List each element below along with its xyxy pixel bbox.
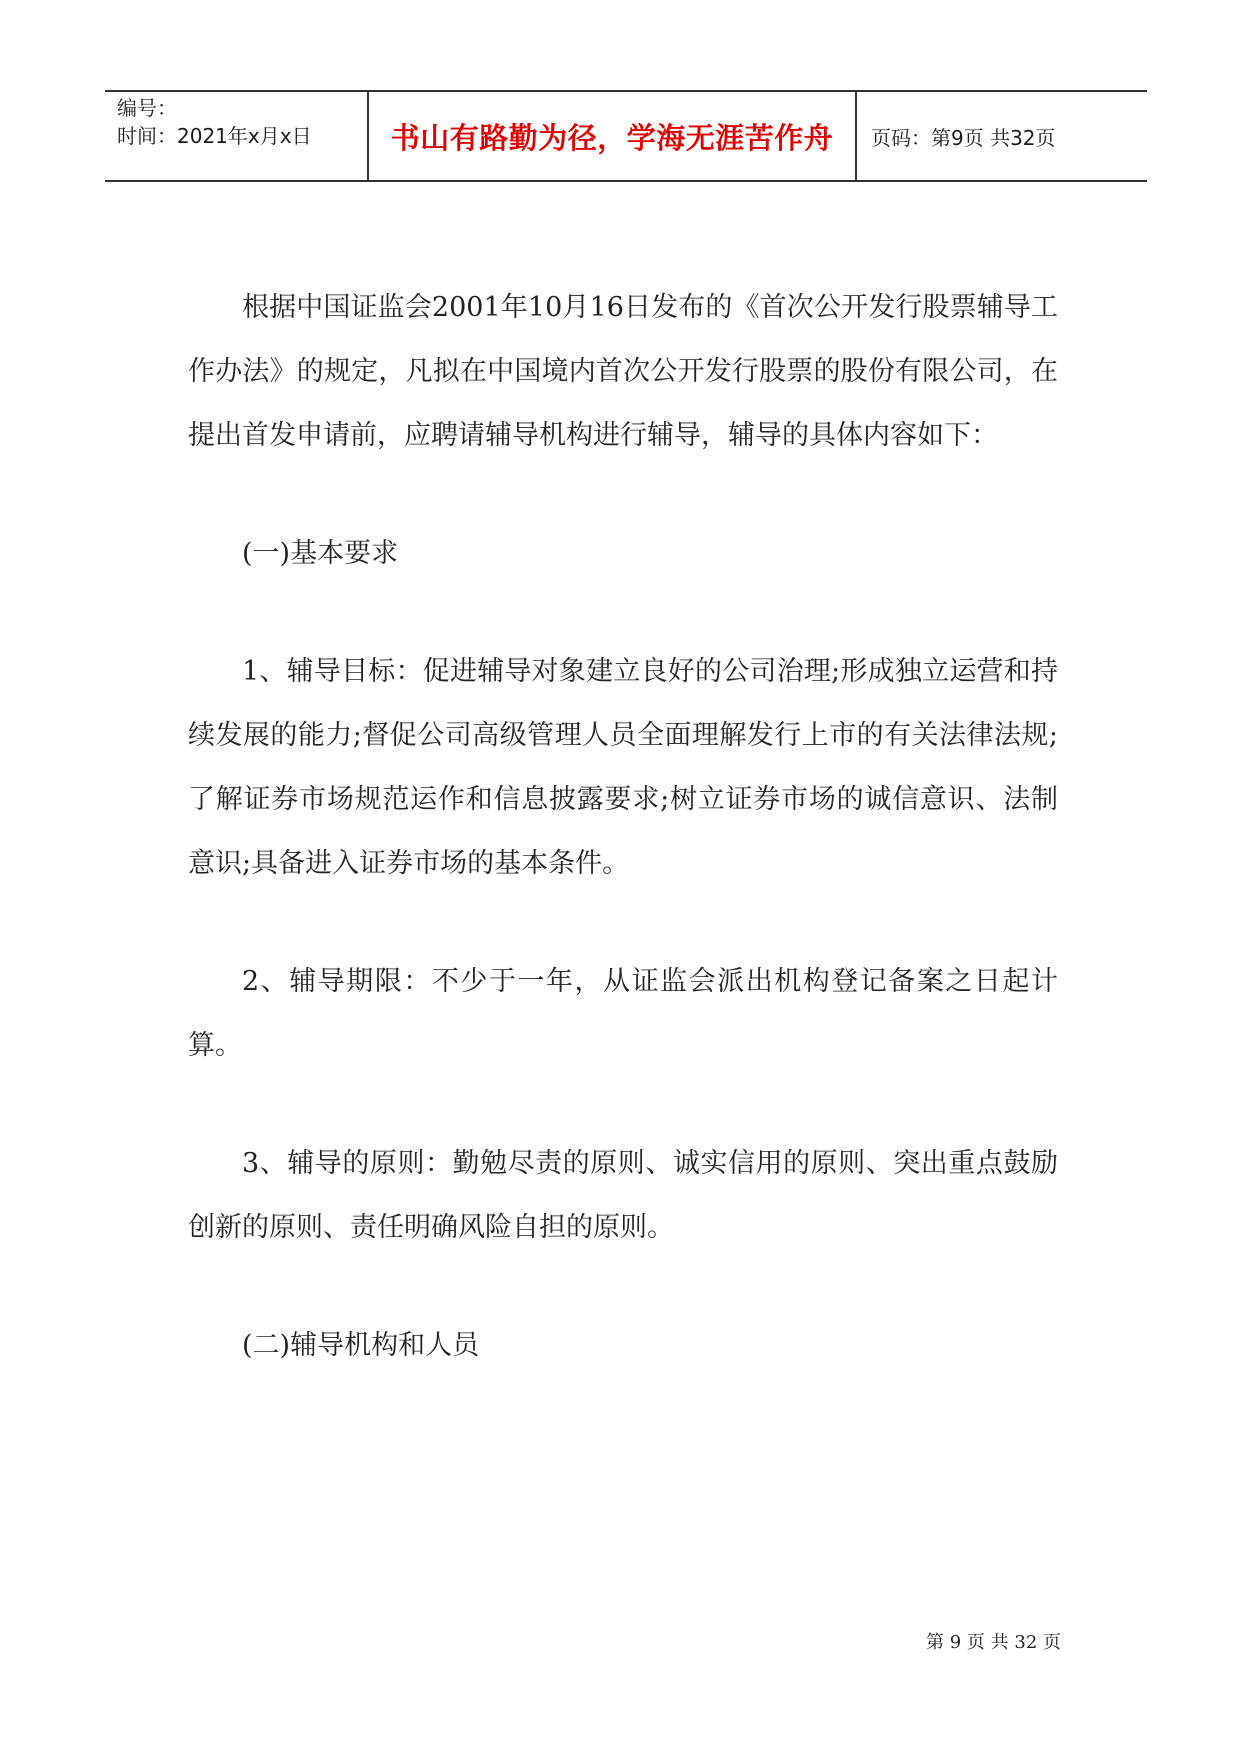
- item-coaching-principles: 3、辅导的原则：勤勉尽责的原则、诚实信用的原则、突出重点鼓励创新的原则、责任明确风险自担的原则。: [188, 1148, 1058, 1243]
- spacer: [188, 1260, 1058, 1314]
- section-heading-basic-requirements: (一)基本要求: [242, 538, 399, 569]
- header-page-cell: [857, 92, 1147, 180]
- intro-paragraph: 根据中国证监会2001年10月16日发布的《首次公开发行股票辅导工作办法》的规定，凡拟在中国境内首次公开发行股票的股份有限公司，在提出首发申请前，应聘请辅导机构进行辅导，辅导的具体内容如下：: [188, 292, 1058, 451]
- document-header: [105, 90, 1147, 182]
- header-page-label: 页码：第9页 共32页: [871, 125, 1056, 150]
- item-coaching-period: 2、辅导期限：不少于一年，从证监会派出机构登记备案之日起计算。: [188, 966, 1058, 1061]
- spacer: [188, 468, 1058, 522]
- document-body: [188, 276, 1058, 1378]
- page-footer: 第 9 页 共 32 页: [926, 1632, 1061, 1653]
- item-coaching-goal: 1、辅导目标：促进辅导对象建立良好的公司治理;形成独立运营和持续发展的能力;督促公司高级管理人员全面理解发行上市的有关法律法规;了解证券市场规范运作和信息披露要求;树立证券市场的诚信意识、法制意识;具备进入证券市场的基本条件。: [188, 656, 1058, 879]
- spacer: [188, 896, 1058, 950]
- header-motto: 书山有路勤为径，学海无涯苦作舟: [390, 120, 834, 155]
- header-meta-cell: [105, 92, 369, 180]
- section-heading-institutions-personnel: (二)辅导机构和人员: [242, 1330, 480, 1361]
- spacer: [188, 1078, 1058, 1132]
- header-motto-cell: [369, 92, 857, 180]
- document-number-label: 编号：: [117, 96, 177, 120]
- document-time-label: 时间：2021年x月x日: [117, 124, 312, 148]
- spacer: [188, 586, 1058, 640]
